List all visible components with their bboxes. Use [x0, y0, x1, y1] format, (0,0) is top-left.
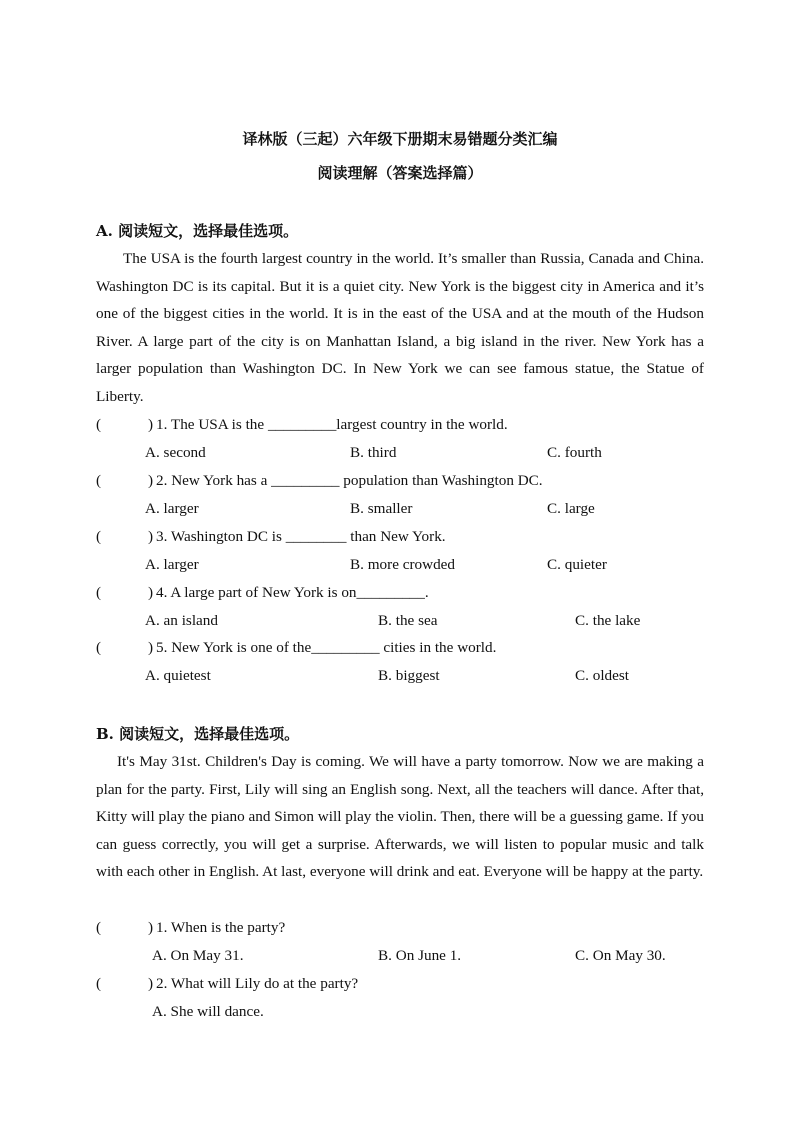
- question-stem: 5. New York is one of the_________ cities in the world.: [156, 639, 497, 656]
- document-subtitle: 阅读理解（答案选择篇）: [317, 164, 483, 182]
- option-a5-c: C. oldest: [575, 667, 630, 684]
- answer-paren-open: (: [96, 472, 102, 489]
- option-a4-c: C. the lake: [575, 612, 641, 629]
- option-a2-c: C. large: [547, 500, 595, 517]
- answer-paren-close: ): [148, 919, 154, 936]
- option-a4-a: A. an island: [145, 612, 218, 629]
- answer-paren-close: ): [148, 584, 154, 601]
- option-a3-b: B. more crowded: [350, 556, 456, 573]
- option-a1-c: C. fourth: [547, 444, 602, 461]
- question-stem: 1. The USA is the _________largest country in the world.: [156, 416, 508, 433]
- answer-paren-close: ): [148, 416, 154, 433]
- section-a-heading: A. 阅读短文，选择最佳选项。: [96, 222, 299, 240]
- option-a2-a: A. larger: [145, 500, 199, 517]
- option-a1-b: B. third: [350, 444, 397, 461]
- answer-paren-close: ): [148, 528, 154, 545]
- option-a3-a: A. larger: [145, 556, 199, 573]
- answer-paren-open: (: [96, 919, 102, 936]
- section-a-passage: The USA is the fourth largest country in the world. It’s smaller than Russia, Canada and China. Washington DC is its capital. But it is a quiet city. New York is the biggest city in America and it’s one of the biggest cities in the world. It is in the east of the USA and at the mouth of the Hudson River. A large part of the city is on Manhattan Island, a big island in the river. New York has a larger population than Washington DC. In New York we can see famous statue, the Statue of Liberty.: [96, 250, 704, 405]
- question-stem: 1. When is the party?: [156, 919, 286, 936]
- section-b-passage: It's May 31st. Children's Day is coming. We will have a party tomorrow. Now we are making a plan for the party. First, Lily will sing an English song. Next, all the teachers will dance. After that, Kitty will play the piano and Simon will play the violin. Then, there will be a guessing game. If you can guess correctly, you will get a surprise. Afterwards, we will listen to popular music and talk with each other in English. At last, everyone will drink and eat. Everyone will be happy at the party.: [96, 753, 704, 881]
- question-stem: 3. Washington DC is ________ than New York.: [156, 528, 446, 545]
- question-stem: 2. New York has a _________ population than Washington DC.: [156, 472, 543, 489]
- option-a2-b: B. smaller: [350, 500, 413, 517]
- answer-paren-close: ): [148, 639, 154, 656]
- option-a3-c: C. quieter: [547, 556, 607, 573]
- section-b-heading: B. 阅读短文，选择最佳选项。: [96, 725, 300, 743]
- answer-paren-open: (: [96, 975, 102, 992]
- answer-paren-open: (: [96, 584, 102, 601]
- option-b1-b: B. On June 1.: [378, 947, 462, 964]
- option-a5-a: A. quietest: [145, 667, 211, 684]
- option-a1-a: A. second: [145, 444, 206, 461]
- question-stem: 2. What will Lily do at the party?: [156, 975, 359, 992]
- answer-paren-close: ): [148, 472, 154, 489]
- answer-paren-open: (: [96, 639, 102, 656]
- answer-paren-open: (: [96, 528, 102, 545]
- option-a5-b: B. biggest: [378, 667, 440, 684]
- answer-paren-open: (: [96, 416, 102, 433]
- option-b1-a: A. On May 31.: [152, 947, 244, 964]
- option-b1-c: C. On May 30.: [575, 947, 666, 964]
- document-title: 译林版（三起）六年级下册期末易错题分类汇编: [242, 130, 558, 148]
- option-b2-a: A. She will dance.: [152, 1003, 264, 1020]
- answer-paren-close: ): [148, 975, 154, 992]
- option-a4-b: B. the sea: [378, 612, 438, 629]
- question-stem: 4. A large part of New York is on_________.: [156, 584, 429, 601]
